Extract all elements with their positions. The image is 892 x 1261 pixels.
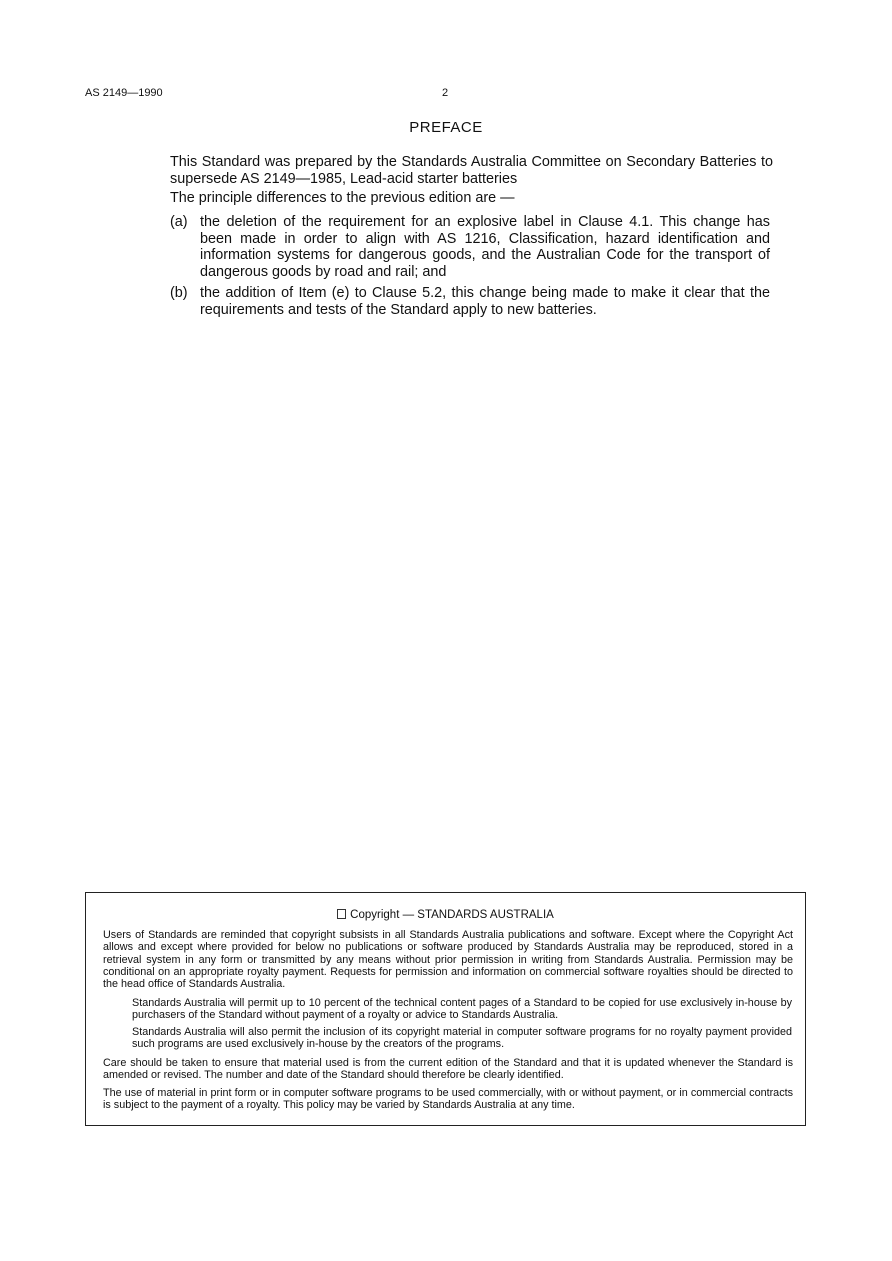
list-item-text: the deletion of the requirement for an explosive label in Clause 4.1. This change has been made in order to align with AS 1216, Classification, hazard identification and information systems for dangerous goods, and the Australian Code for the transport of dangerous goods by road and rail; and — [200, 214, 770, 280]
copyright-paragraph-1: Users of Standards are reminded that copyright subsists in all Standards Australia publications and software. Except where the Copyright Act allows and except where provided for below no publications or software produced by Standards Australia may be reproduced, stored in a retrieval system in any form or transmitted by any means without prior permission in writing from Standards Australia. Permission may be conditional on an appropriate royalty payment. Requests for permission and information on commercial software royalties should be directed to the head office of Standards Australia. — [103, 929, 793, 991]
running-header-doc-id: AS 2149—1990 — [85, 87, 163, 99]
copyright-paragraph-4: Care should be taken to ensure that material used is from the current edition of the Standard and that it is updated whenever the Standard is amended or revised. The number and date of the Standard should therefore be clearly identified. — [103, 1057, 793, 1082]
list-item — [170, 285, 770, 318]
copyright-title-text: Copyright — STANDARDS AUSTRALIA — [350, 909, 554, 921]
copyright-symbol-icon — [337, 909, 346, 919]
page-number: 2 — [442, 87, 449, 99]
copyright-paragraph-5: The use of material in print form or in computer software programs to be used commercially, with or without payment, or in commercial contracts is subject to the payment of a royalty. This policy may be varied by Standards Australia at any time. — [103, 1087, 793, 1112]
copyright-notice-box — [85, 892, 806, 1126]
list-item-marker: (a) — [170, 214, 188, 230]
copyright-paragraph-2: Standards Australia will permit up to 10 percent of the technical content pages of a Standard to be copied for use exclusively in-house by purchasers of the Standard without payment of a royalty or advice to Standards Australia. — [132, 997, 792, 1022]
list-item — [170, 214, 770, 280]
preface-paragraph-1: This Standard was prepared by the Standards Australia Committee on Secondary Batteries to supersede AS 2149—1985, Lead-acid starter batteries — [170, 154, 773, 187]
list-item-marker: (b) — [170, 285, 188, 301]
copyright-title — [86, 909, 805, 921]
copyright-paragraph-3: Standards Australia will also permit the inclusion of its copyright material in computer software programs for no royalty payment provided such programs are used exclusively in-house by the creators of the programs. — [132, 1026, 792, 1051]
preface-paragraph-2: The principle differences to the previous edition are — — [170, 190, 515, 206]
list-item-text: the addition of Item (e) to Clause 5.2, this change being made to make it clear that the requirements and tests of the Standard apply to new batteries. — [200, 285, 770, 318]
preface-title: PREFACE — [409, 119, 483, 136]
